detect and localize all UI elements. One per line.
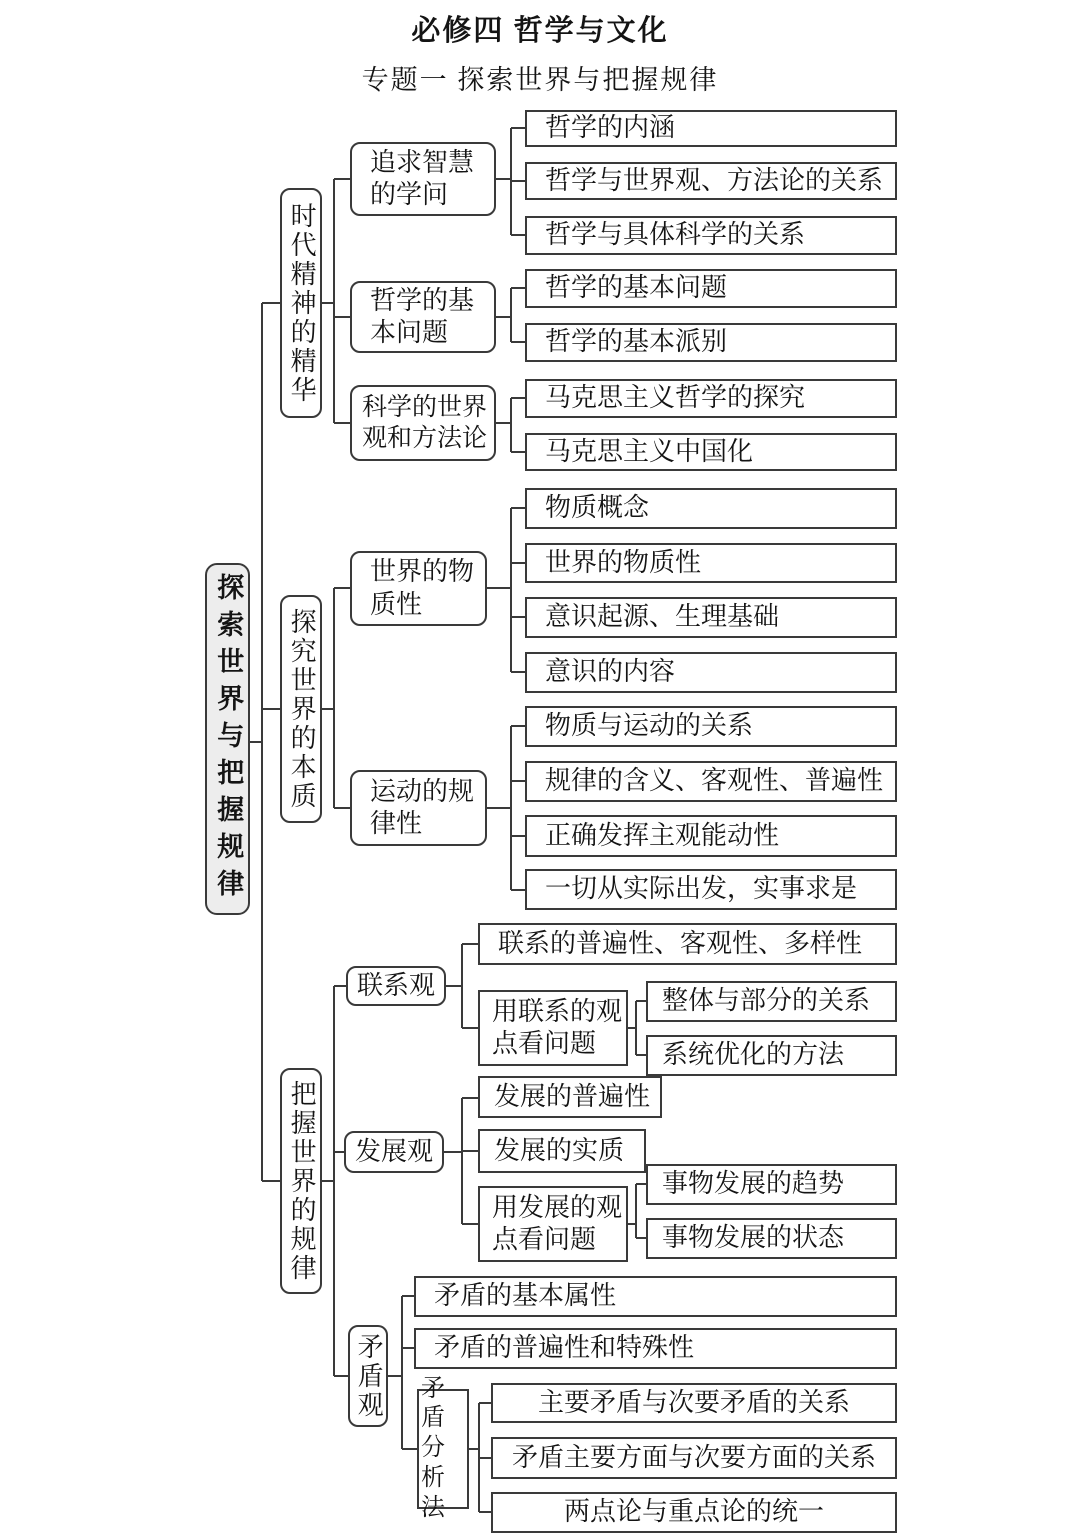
trunk-connectors <box>250 303 280 1181</box>
node-materiality-of-world: 世界的物质性 <box>350 551 487 626</box>
node-connection-viewpoint: 用联系的观点看问题 <box>478 990 628 1066</box>
leaf-concrete-science-relation: 哲学与具体科学的关系 <box>525 216 897 255</box>
root-node: 探索世界与把握规律 <box>205 563 250 915</box>
leaf-philosophy-connotation: 哲学的内涵 <box>525 110 897 147</box>
leaf-principal-secondary-aspect: 矛盾主要方面与次要方面的关系 <box>491 1437 897 1479</box>
leaf-contradiction-universality: 矛盾的普遍性和特殊性 <box>414 1328 897 1369</box>
leaf-law-meaning: 规律的含义、客观性、普遍性 <box>525 761 897 802</box>
node-basic-question: 哲学的基本问题 <box>350 281 496 353</box>
node-connection-view: 联系观 <box>346 966 446 1006</box>
leaf-whole-part-relation: 整体与部分的关系 <box>646 981 897 1022</box>
leaf-basic-schools: 哲学的基本派别 <box>525 323 897 362</box>
leaf-basic-question: 哲学的基本问题 <box>525 269 897 308</box>
branch-node-world-laws: 把握世界的规律 <box>280 1068 322 1294</box>
leaf-system-optimization: 系统优化的方法 <box>646 1035 897 1076</box>
leaf-connection-universality: 联系的普遍性、客观性、多样性 <box>478 923 897 965</box>
branch-node-era-spirit: 时代精神的精华 <box>280 188 322 418</box>
leaf-marxism-sinicization: 马克思主义中国化 <box>525 433 897 471</box>
node-pursuit-of-wisdom: 追求智慧的学问 <box>350 142 496 216</box>
leaf-consciousness-content: 意识的内容 <box>525 652 897 693</box>
leaf-development-universality: 发展的普遍性 <box>478 1076 662 1118</box>
leaf-development-essence: 发展的实质 <box>478 1129 646 1173</box>
node-development-viewpoint: 用发展的观点看问题 <box>478 1186 628 1262</box>
leaf-contradiction-attributes: 矛盾的基本属性 <box>414 1276 897 1317</box>
leaf-matter-concept: 物质概念 <box>525 488 897 529</box>
node-regularity-of-motion: 运动的规律性 <box>350 770 487 846</box>
node-contradiction-analysis: 矛盾分析法 <box>417 1389 469 1509</box>
leaf-proceed-from-reality: 一切从实际出发，实事求是 <box>525 869 897 910</box>
leaf-two-point-key-point: 两点论与重点论的统一 <box>491 1492 897 1533</box>
leaf-world-materiality: 世界的物质性 <box>525 543 897 583</box>
page-subtitle: 专题一 探索世界与把握规律 <box>361 65 719 95</box>
leaf-marxist-philosophy: 马克思主义哲学的探究 <box>525 379 897 418</box>
leaf-worldview-methodology-relation: 哲学与世界观、方法论的关系 <box>525 162 897 200</box>
node-contradiction-view: 矛盾观 <box>348 1325 388 1427</box>
leaf-development-trend: 事物发展的趋势 <box>646 1164 897 1205</box>
node-scientific-worldview: 科学的世界观和方法论 <box>350 385 496 461</box>
node-development-view: 发展观 <box>344 1131 444 1173</box>
leaf-consciousness-origin: 意识起源、生理基础 <box>525 597 897 638</box>
branch-node-world-essence: 探究世界的本质 <box>280 595 322 823</box>
leaf-matter-motion-relation: 物质与运动的关系 <box>525 706 897 747</box>
leaf-development-state: 事物发展的状态 <box>646 1218 897 1259</box>
leaf-subjective-initiative: 正确发挥主观能动性 <box>525 815 897 857</box>
page-title: 必修四 哲学与文化 <box>411 15 669 47</box>
leaf-principal-secondary-contradiction: 主要矛盾与次要矛盾的关系 <box>491 1383 897 1423</box>
